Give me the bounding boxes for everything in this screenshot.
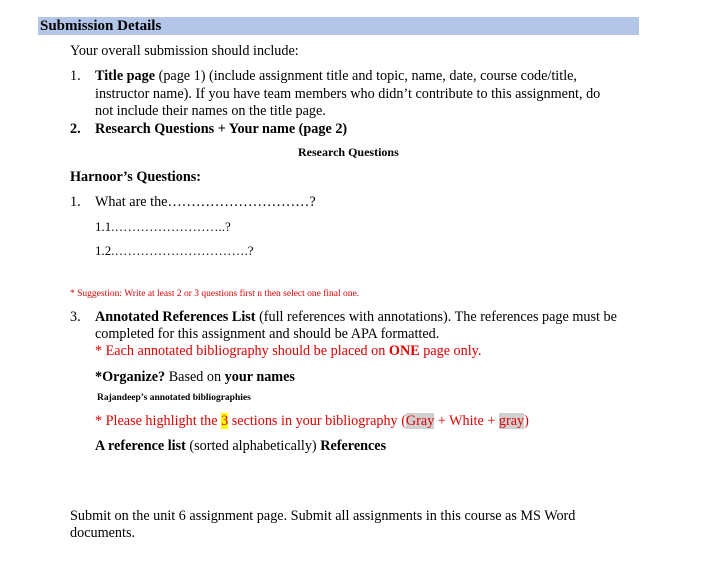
organize-mid: Based on — [165, 369, 225, 385]
closing-line2: documents. — [70, 525, 136, 541]
annotated-references-line2: completed for this assignment and should be APA formatted. — [95, 326, 440, 342]
organize-names: your names — [224, 369, 295, 385]
research-questions-heading: Research Questions — [298, 145, 399, 159]
title-page-desc: (page 1) (include assignment title and topic, name, date, course code/title, — [155, 68, 577, 84]
suggestion-note: * Suggestion: Write at least 2 or 3 questions first n then select one final one. — [70, 289, 360, 299]
list-number-3: 3. — [70, 309, 81, 325]
research-questions-item: Research Questions + Your name (page 2) — [95, 121, 348, 137]
reference-list-line — [95, 438, 386, 455]
title-page-label: Title page — [95, 68, 156, 84]
highlight-note-pre: * Please highlight the — [95, 413, 222, 429]
title-page-line3: not include their names on the title page. — [95, 103, 326, 119]
one-page-note-bold: ONE — [388, 343, 420, 359]
annotated-references-label: Annotated References List — [95, 309, 256, 325]
harnoor-heading: Harnoor’s Questions: — [70, 169, 201, 185]
highlight-note — [95, 413, 529, 430]
highlight-note-mid2: + White + — [434, 413, 499, 429]
references-label: References — [320, 438, 387, 454]
reference-list-mid: (sorted alphabetically) — [185, 438, 321, 454]
intro-text: Your overall submission should include: — [70, 43, 299, 59]
highlight-note-number: 3 — [221, 413, 229, 429]
section-header-title: Submission Details — [40, 18, 162, 34]
question-number-1: 1. — [70, 194, 81, 210]
one-page-note-post: page only. — [419, 343, 482, 359]
organize-label: *Organize? — [95, 369, 166, 385]
closing-line1: Submit on the unit 6 assignment page. Submit all assignments in this course as MS Word — [70, 508, 576, 524]
question-1: What are the…………………………? — [95, 194, 316, 210]
highlight-gray-2: gray — [498, 413, 525, 429]
highlight-gray-1: Gray — [405, 413, 435, 429]
list-number-2: 2. — [70, 121, 81, 137]
highlight-note-post: ) — [524, 413, 529, 429]
one-page-note — [95, 343, 481, 360]
title-page-line2: instructor name). If you have team members who didn’t contribute to this assignment, do — [95, 86, 601, 102]
reference-list-label: A reference list — [95, 438, 186, 454]
organize-line — [95, 369, 295, 386]
section-header — [38, 17, 639, 35]
list-number-1: 1. — [70, 68, 81, 84]
annotated-references-desc: (full references with annotations). The references page must be — [255, 309, 617, 325]
one-page-note-pre: * Each annotated bibliography should be placed on — [95, 343, 389, 359]
title-page-item — [95, 68, 577, 85]
highlight-note-mid: sections in your bibliography ( — [228, 413, 406, 429]
rajandeep-heading: Rajandeep’s annotated bibliographies — [97, 393, 251, 403]
question-1-1: 1.1.……………………..? — [95, 219, 231, 234]
question-1-2: 1.2.………………………….? — [95, 243, 254, 258]
annotated-references-item — [95, 309, 617, 326]
